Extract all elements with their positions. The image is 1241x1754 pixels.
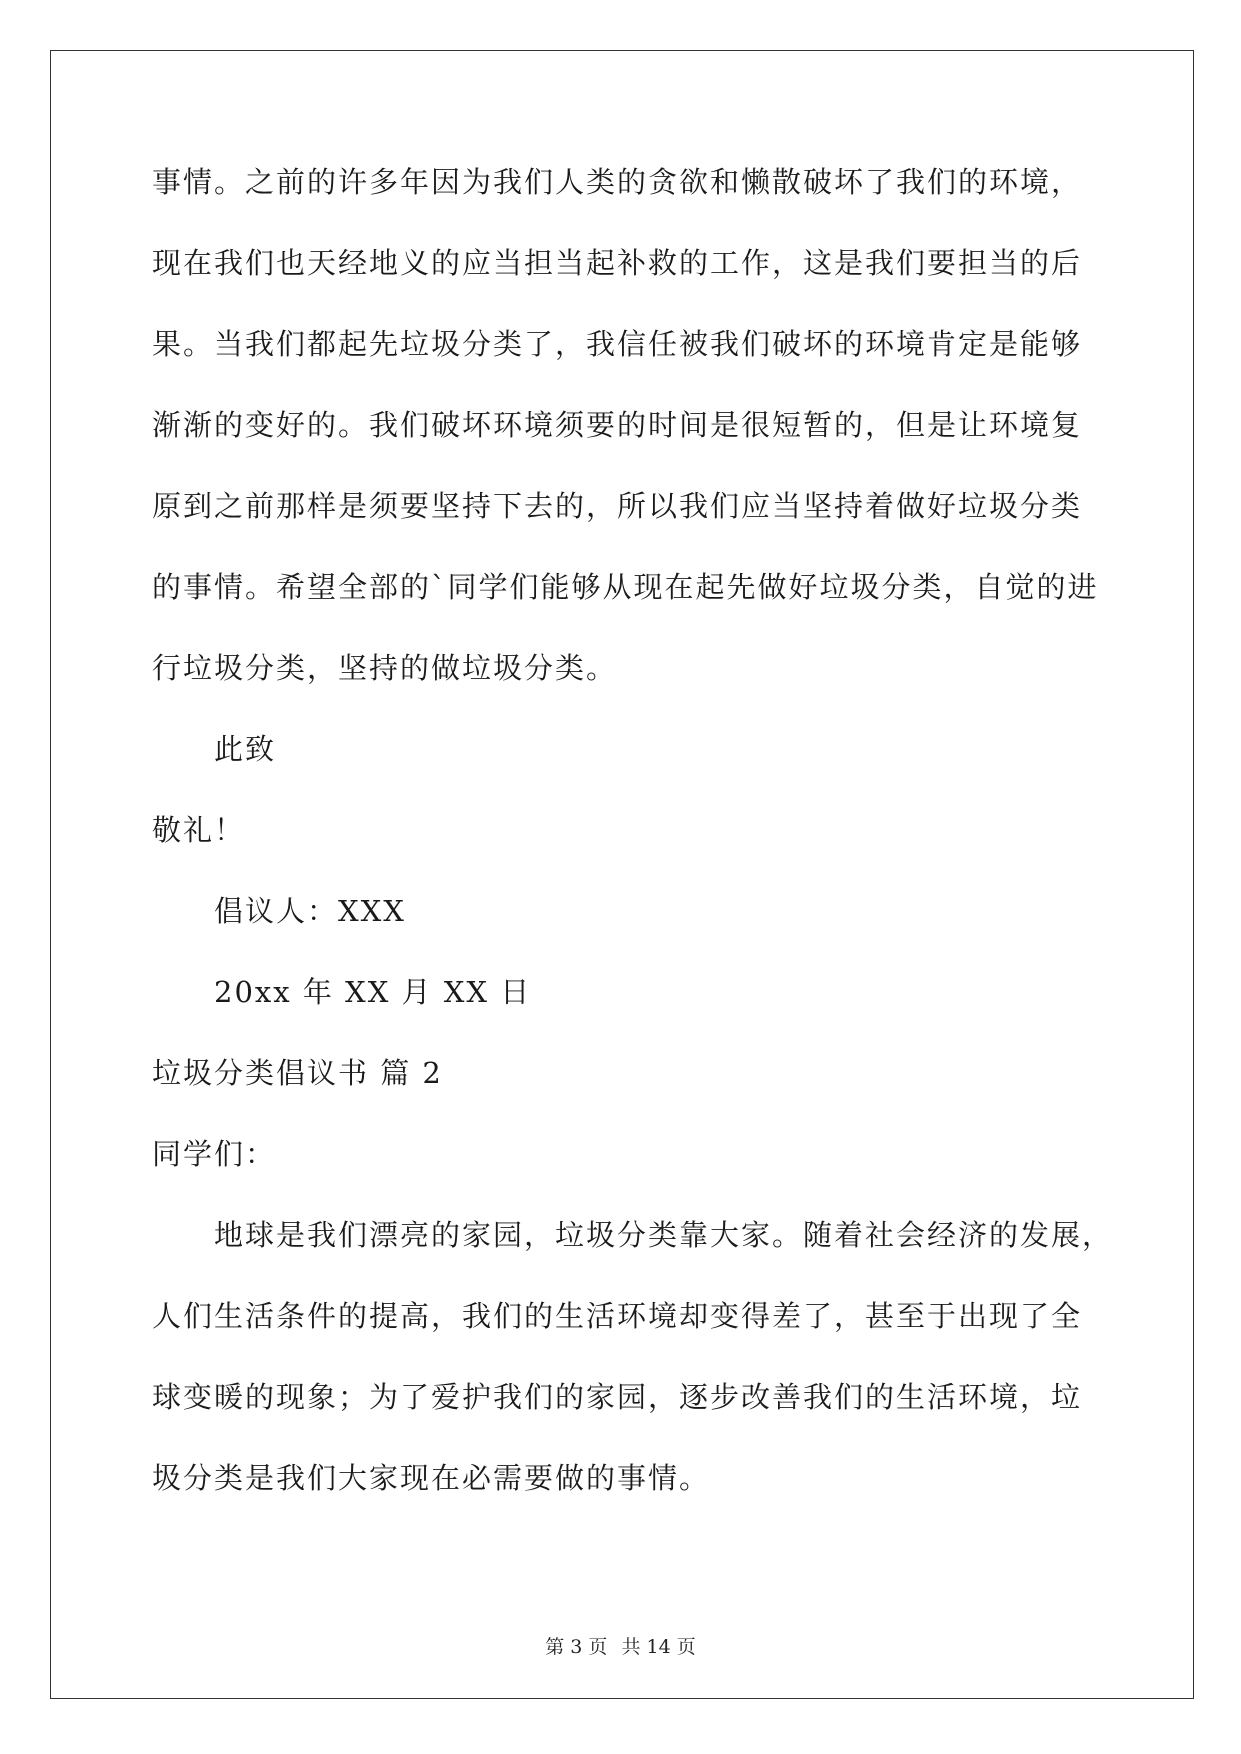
- page-total: 共 14 页: [621, 1636, 696, 1658]
- text-line: 地球是我们漂亮的家园，垃圾分类靠大家。随着社会经济的发展，: [214, 1218, 1114, 1252]
- greeting: 同学们：: [152, 1137, 277, 1171]
- text-line: 圾分类是我们大家现在必需要做的事情。: [152, 1461, 711, 1495]
- text-line: 球变暖的现象；为了爱护我们的家园，逐步改善我们的生活环境，垃: [152, 1380, 1083, 1414]
- closing-regards: 敬礼！: [152, 813, 246, 847]
- text-line: 原到之前那样是须要坚持下去的，所以我们应当坚持着做好垃圾分类: [152, 489, 1083, 523]
- page-number: 第 3 页: [545, 1636, 608, 1658]
- text-line: 现在我们也天经地义的应当担当起补救的工作，这是我们要担当的后: [152, 246, 1083, 280]
- closing-salutation: 此致: [214, 732, 277, 766]
- signatory: 倡议人：XXX: [214, 894, 406, 928]
- text-line: 的事情。希望全部的`同学们能够从现在起先做好垃圾分类，自觉的进: [152, 570, 1099, 604]
- text-line: 渐渐的变好的。我们破坏环境须要的时间是很短暂的，但是让环境复: [152, 408, 1083, 442]
- page-footer: [0, 1632, 1241, 1659]
- date-line: 20xx 年 XX 月 XX 日: [214, 975, 532, 1009]
- text-line: 事情。之前的许多年因为我们人类的贪欲和懒散破坏了我们的环境，: [152, 165, 1083, 199]
- text-line: 人们生活条件的提高，我们的生活环境却变得差了，甚至于出现了全: [152, 1299, 1083, 1333]
- text-line: 行垃圾分类，坚持的做垃圾分类。: [152, 651, 618, 685]
- section-title: 垃圾分类倡议书 篇 2: [152, 1056, 443, 1090]
- text-line: 果。当我们都起先垃圾分类了，我信任被我们破坏的环境肯定是能够: [152, 327, 1083, 361]
- document-body: [152, 156, 1114, 1533]
